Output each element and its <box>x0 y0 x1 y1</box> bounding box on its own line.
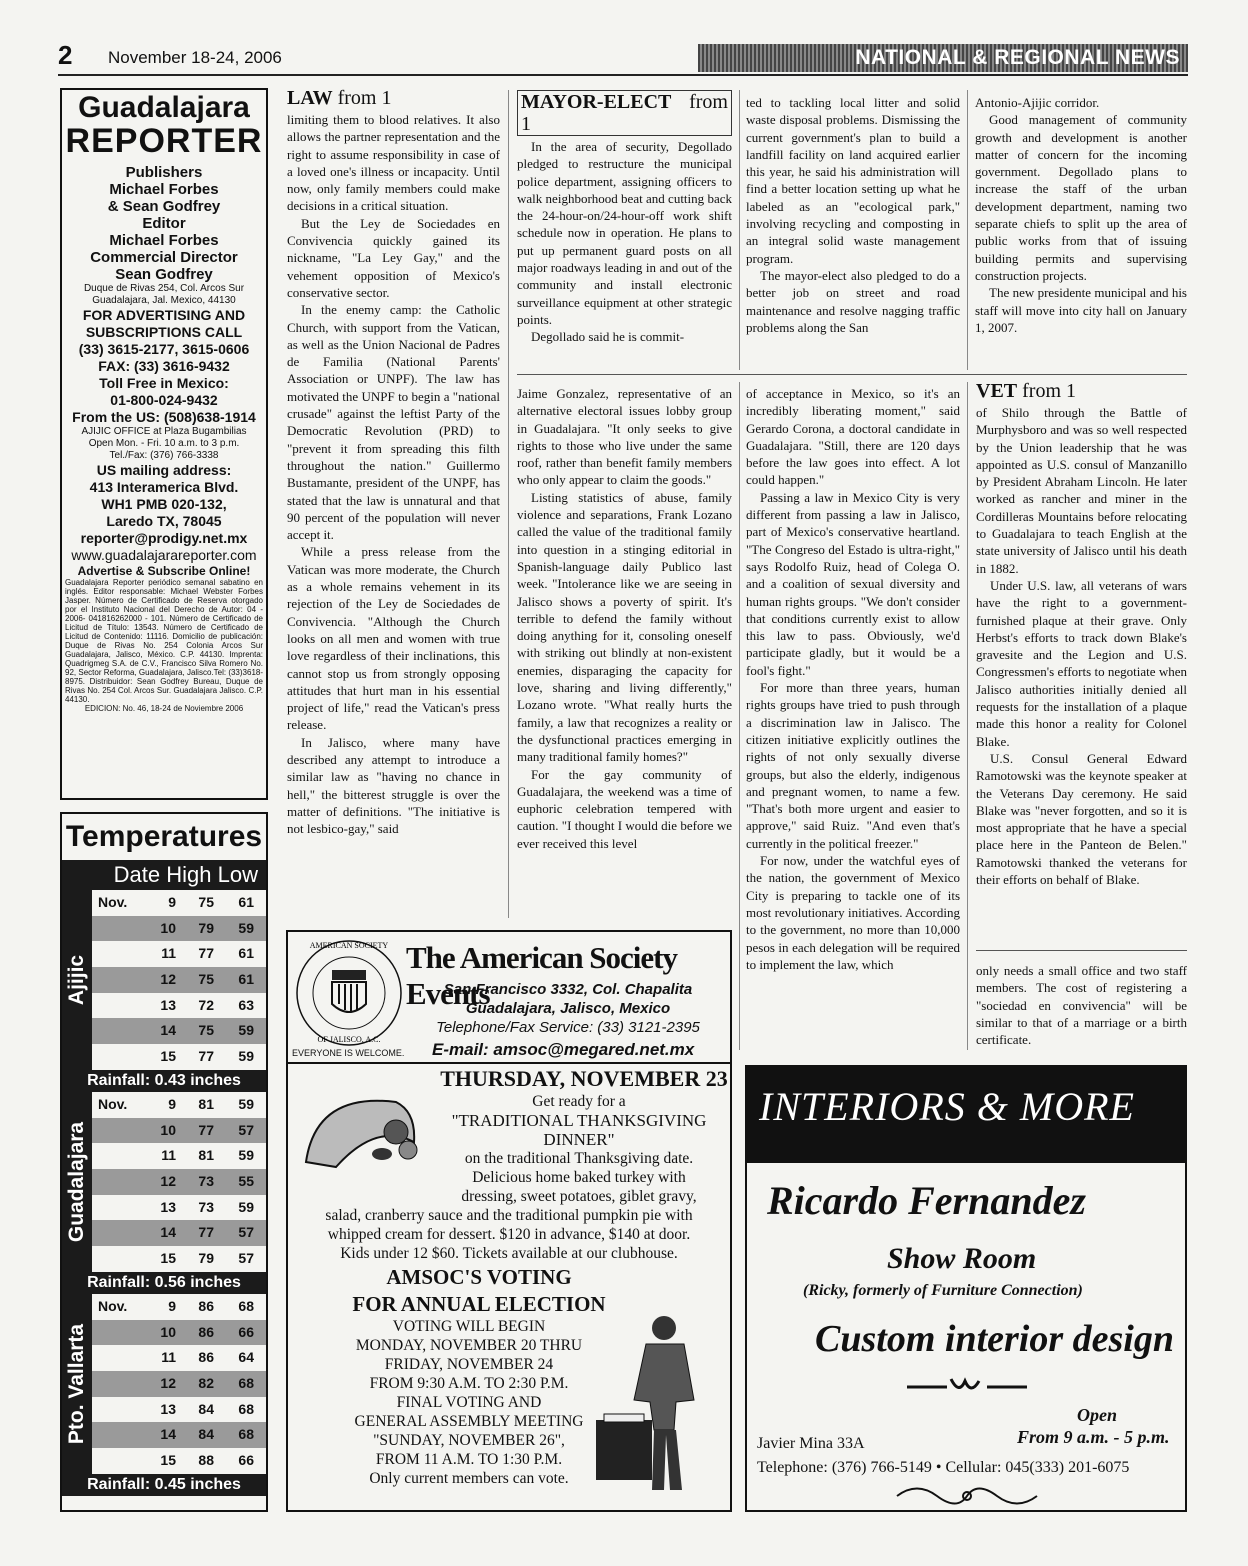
paragraph: In the enemy camp: the Catholic Church, with support from the Vatican, as well as the Union Nacional de Padres de Familia (National Parents' Association or UNPF). The law has motivated the UNPF to begin a "national crusade" against the leftist Party of the Democratic Revolution (PRD) to "prevent it from spreading this filth throughout the nation." Guillermo Bustamante, president of the UNPF, has stated that the law is unnatural and that 90 percent of the population will never accept it. <box>287 302 500 543</box>
svg-text:AMERICAN SOCIETY: AMERICAN SOCIETY <box>309 941 389 950</box>
city-name: Ajijic <box>62 890 92 1070</box>
law-article-col1 <box>287 87 500 837</box>
mayor-article-col3 <box>975 94 1187 336</box>
paragraph: In the area of security, Degollado pledged to restructure the municipal police department, assigning officers to walk neighborhood beat and cutting back the 24-hour-on/24-hour-off work shift schedule now in operation. He plans to put up permanent guard posts on all major roadways leading in and out of the community and install electronic surveillance equipment at other strategic points. <box>517 139 732 327</box>
mayor-article-col2 <box>746 94 960 336</box>
temperature-row <box>92 1092 266 1118</box>
masthead-box <box>60 88 268 800</box>
paragraph: only needs a small office and two staff members. The cost of registering a "sociedad en convivencia" will be similar to that of a marriage or a birth certificate. <box>976 963 1187 1048</box>
temperature-cell: 68 <box>238 1298 254 1314</box>
temperature-row <box>92 967 266 993</box>
paragraph: Good management of community growth and development is another matter of concern for the incoming government. Degollado plans to increase the staff of the urban development department, naming two separate chiefs to split up the area of public works from that of issuing building permits and supervising construction projects. <box>975 112 1187 283</box>
temperature-cell: Nov. <box>98 1096 128 1112</box>
paragraph: But the Ley de Sociedades en Convivencia quickly gained its nickname, "La Ley Gay," and the vehement opposition of Mexico's conservative sector. <box>287 215 500 300</box>
temperature-cell: 75 <box>198 971 214 988</box>
temperature-cell: 73 <box>198 1198 214 1215</box>
temperature-cell: Nov. <box>98 894 128 910</box>
temperature-cell: 75 <box>198 894 214 910</box>
voter-figure-icon <box>594 1310 724 1500</box>
website: www.guadalajarareporter.com <box>71 547 257 563</box>
temperature-cell: 59 <box>238 1048 254 1065</box>
temperature-row <box>92 1294 266 1320</box>
temperature-cell: 55 <box>238 1173 254 1190</box>
rainfall-total: Rainfall: 0.45 inches <box>62 1474 266 1496</box>
temperature-cell: 14 <box>160 1022 176 1039</box>
temperature-cell: 68 <box>238 1375 254 1392</box>
temperature-cell: 86 <box>198 1323 214 1340</box>
column-rule <box>967 90 968 370</box>
temperature-row <box>92 1448 266 1474</box>
temperature-cell: 75 <box>198 1022 214 1039</box>
mailing-label: US mailing address: <box>96 462 232 478</box>
temperature-cell: 68 <box>238 1400 254 1417</box>
temperature-cell: 10 <box>160 1121 176 1138</box>
staff-line: Publishers <box>125 164 203 181</box>
temperature-cell: 84 <box>198 1400 214 1417</box>
temperature-cell: 79 <box>198 919 214 936</box>
rainfall-total: Rainfall: 0.43 inches <box>62 1070 266 1092</box>
temperature-cell: 73 <box>198 1173 214 1190</box>
address-line: Guadalajara, Jal. Mexico, 44130 <box>92 295 236 306</box>
paragraph: For now, under the watchful eyes of the nation, the government of Mexico City is preparing to tackle one of its most revolutionary initiatives. According to the government, no more than 10,000 pesos in each delegation will be required to implement the law, which <box>746 853 960 972</box>
section-banner: NATIONAL & REGIONAL NEWS <box>698 44 1188 72</box>
advertising-line: SUBSCRIPTIONS CALL <box>85 324 243 340</box>
law-jump-head: LAW from 1 <box>287 87 392 109</box>
custom-design: Custom interior design <box>815 1318 1174 1360</box>
paragraph: of Shilo through the Battle of Murphysboro and was so well respected by the Union leadership that he was appointed as U.S. consul of Manzanillo by President Abraham Lincoln. He later worked as rancher and miner in the Cordilleras Mountains before relocating to Guadalajara to teach English at the state university of Jalisco until his death in 1882. <box>976 405 1187 576</box>
temperature-row <box>92 1044 266 1070</box>
temperature-cell: 9 <box>168 1096 176 1112</box>
ad-divider <box>288 1062 730 1064</box>
city-name: Pto. Vallarta <box>62 1294 92 1474</box>
temperature-cell: 66 <box>238 1452 254 1469</box>
ornament-icon <box>887 1485 1047 1507</box>
temperature-row <box>92 1371 266 1397</box>
temperature-cell: 77 <box>198 1121 214 1138</box>
temperature-row <box>92 993 266 1019</box>
temperature-cell: 84 <box>198 1426 214 1443</box>
temperature-cell: 77 <box>198 1224 214 1241</box>
temperature-cell: 86 <box>198 1298 214 1314</box>
temperature-cell: 14 <box>160 1426 176 1443</box>
open-hours: From 9 a.m. - 5 p.m. <box>1017 1427 1170 1447</box>
temperature-row <box>92 1118 266 1144</box>
legal-notice: Guadalajara Reporter periódico semanal sabatino en inglés. Editor responsable: Michael Webster Forbes Jasper. Número de Certificado de Reserva otorgado por el Instituto Nacional del Derecho de Autor: 04 - 2006- 041816262000 - 101. Número de Certificado de Licitud de Título: 13543. Número de Certificado de Licitud de Contenido: 11116. Domicilio de publicación: Duque de Rivas No. 254 Colonia Arcos Sur Guadalajara, Jalisco, México. C.P. 44130. Imprenta: Quadrigmeg S.A. de C.V., Francisco Silva Romero No. 92, Sector Reforma, Guadalajara, Jalisco.Tel: (33)3618-8975. Distribuidor: Sean Godfrey Bureau, Duque de Rivas No. 254 Col. Arcos Sur. Guadalajara Jalisco. C.P. 44130. <box>65 578 263 704</box>
temperature-cell: 59 <box>238 919 254 936</box>
mailing-line: WH1 PMB 020-132, <box>101 496 227 512</box>
paragraph: The mayor-elect also pledged to do a better job on street and road maintenance and resolve nagging traffic problems along the San <box>746 267 960 335</box>
temperature-cell: 10 <box>160 1323 176 1340</box>
office-hours: Open Mon. - Fri. 10 a.m. to 3 p.m. <box>88 438 240 449</box>
ajijic-office: AJIJIC OFFICE at Plaza Bugambilias <box>81 426 247 437</box>
city-block <box>62 1294 266 1496</box>
paragraph: In Jalisco, where many have described any attempt to introduce a similar law as "having no chance in hell," the bitterest struggle is over the matter of definitions. "The initiative is not lesbico-gay," said <box>287 734 500 837</box>
temperature-cell: 88 <box>198 1452 214 1469</box>
temperature-row <box>92 941 266 967</box>
temperature-cell: 86 <box>198 1349 214 1366</box>
temperature-cell: 59 <box>238 1198 254 1215</box>
office-telfax: Tel./Fax: (376) 766-3338 <box>109 450 219 461</box>
mayor-jump-head: MAYOR-ELECT from 1 <box>517 90 732 136</box>
temperature-cell: 57 <box>238 1121 254 1138</box>
tollfree-number: 01-800-024-9432 <box>110 392 218 408</box>
temperature-cell: 12 <box>160 1375 176 1392</box>
page-number: 2 <box>58 40 73 70</box>
paragraph: Listing statistics of abuse, family violence and separations, Frank Lozano called the value of the traditional family into question in a stinging editorial in Spanish-language daily Publico last week. "Intolerance like we are seeing in Jalisco shows a poverty of spirit. It's terrible to defend the family without doing anything for it, consoling oneself with striking out blindly at non-existent enemies, disparaging the capacity for love, sharing and living differently," Lozano wrote. "What really hurts the family, a law that recognizes a reality or the dysfunctional practices emerging in many traditional family homes?" <box>517 489 732 765</box>
column-rule <box>739 90 740 370</box>
open-label: Open <box>1077 1405 1117 1425</box>
interiors-banner: INTERIORS & MORE <box>747 1067 1185 1163</box>
owner-name: Ricardo Fernandez <box>767 1178 1086 1223</box>
column-rule <box>967 382 968 1050</box>
ricky-note: (Ricky, formerly of Furniture Connection) <box>803 1282 1083 1299</box>
temperature-cell: 15 <box>160 1452 176 1469</box>
temperatures-header <box>62 860 266 890</box>
temperature-cell: 57 <box>238 1224 254 1241</box>
issue-date: November 18-24, 2006 <box>108 48 282 67</box>
showroom-title: Show Room <box>887 1242 1037 1275</box>
temperature-cell: 11 <box>161 1147 176 1164</box>
tollfree-label: Toll Free in Mexico: <box>99 375 229 391</box>
vet-jump-head: VET from 1 <box>976 380 1077 402</box>
temperature-cell: 72 <box>198 996 214 1013</box>
ad-address: San Francisco 3332, Col. Chapalita Guadalajara, Jalisco, Mexico <box>443 981 693 1017</box>
paragraph: limiting them to blood relatives. It also allows the partner representation and the right to assume responsibility in case of a loved one's illness or incapacity. Until now, only family members could make decisions in a critical situation. <box>287 112 500 214</box>
temperature-cell: 9 <box>168 894 176 910</box>
temperature-cell: 57 <box>238 1250 254 1267</box>
advertising-line: FOR ADVERTISING AND <box>82 307 246 323</box>
city-block <box>62 1092 266 1294</box>
city-block <box>62 890 266 1092</box>
temperature-cell: 59 <box>238 1147 254 1164</box>
email: reporter@prodigy.net.mx <box>80 530 248 546</box>
temperature-cell: 79 <box>198 1250 214 1267</box>
ad-telephone: Telephone/Fax Service: (33) 3121-2395 <box>436 1019 700 1036</box>
temperature-cell: 13 <box>160 1198 176 1215</box>
col-low: Low <box>217 862 258 887</box>
temperature-cell: 12 <box>160 971 176 988</box>
subscribe-online: Advertise & Subscribe Online! <box>77 564 251 578</box>
temperature-row <box>92 1018 266 1044</box>
temperature-cell: 66 <box>238 1323 254 1340</box>
staff-line: Commercial Director <box>90 249 238 266</box>
temperature-cell: 59 <box>238 1096 254 1112</box>
american-society-ad <box>286 930 732 1512</box>
mayor-bottom-rule <box>517 374 1187 375</box>
temperature-row <box>92 1320 266 1346</box>
header-rule <box>58 74 1188 76</box>
flourish-icon <box>907 1373 1027 1397</box>
paragraph: Under U.S. law, all veterans of wars have the right to a government-furnished plaque at their grave. Only Herbst's efforts to track down Blake's gravesite and the Legion and U.S. Congressmen's efforts to negotiate when Jalisco authorities initially denied all requests for the installation of a plaque made this honor a reality for Colonel Blake. <box>976 577 1187 749</box>
temperature-row <box>92 1143 266 1169</box>
temperature-row <box>92 1422 266 1448</box>
ad-body: THURSDAY, NOVEMBER 23 Get ready for a "TRADITIONAL THANKSGIVING DINNER" on the traditional Thanksgiving date. Delicious home baked turkey with dressing, sweet potatoes, giblet gravy, salad, cranberry sauce and the traditional pumpkin pie with whipped cream for dessert. $120 in advance, $140 at door. Kids under 12 $60. Tickets available at our clubhouse. AMSOC'S VOTING FOR ANNUAL ELECTION VOTING WILL BEGIN MONDAY, NOVEMBER 20 THRU FRIDAY, NOVEMBER 24 FROM 9:30 A.M. TO 2:30 P.M. FINAL VOTING AND GENERAL ASSEMBLY MEETING "SUNDAY, NOVEMBER 26", FROM 11 A.M. TO 1:30 P.M. Only current members can vote. <box>325 1066 728 1487</box>
us-phone: From the US: (508)638-1914 <box>72 409 256 425</box>
temperature-row <box>92 1345 266 1371</box>
temperature-row <box>92 1169 266 1195</box>
temperature-cell: 81 <box>198 1096 214 1112</box>
temperature-row <box>92 1195 266 1221</box>
temperature-cell: 68 <box>238 1426 254 1443</box>
masthead-name-2: REPORTER <box>65 122 263 160</box>
staff-line: & Sean Godfrey <box>107 198 221 215</box>
temperature-cell: 14 <box>160 1224 176 1241</box>
interiors-more-ad <box>745 1065 1187 1512</box>
paragraph: While a press release from the Vatican was more moderate, the Church as a whole remains vehement in its rejection of the Ley de Sociedades de Convivencia. "Although the Church looks on all men and women with true love regardless of their inclinations, this cannot stop us from strongly opposing attitudes that hurt man in his essential project of life," read the Vatican's press release. <box>287 544 500 733</box>
staff-line: Editor <box>142 215 186 232</box>
col-high: High <box>166 862 212 887</box>
temperature-cell: 9 <box>168 1298 176 1314</box>
paragraph: Passing a law in Mexico City is very different from passing a law in Jalisco, part of Mexico's conservative heartland. "The Congreso del Estado is ultra-right," says Rodolfo Ruiz, head of Colega O. and a coalition of sexual diversity and human rights groups. "We don't consider that conditions currently exist to allow this law to pass. Obviously, we'd participate gladly, but it would be a fool's fight." <box>746 489 960 678</box>
edition-line: EDICION: No. 46, 18-24 de Noviembre 2006 <box>84 704 244 713</box>
paragraph: For more than three years, human rights groups have tried to push through a discrimination law in Jalisco. The citizen initiative explicitly outlines the rights of not only sexually diverse groups, but also the elderly, indigenous and pregnant women, to name a few. "That's both more urgent and easier to approve," said Ruiz. "And even that's currently in the political freezer." <box>746 680 960 851</box>
temperature-cell: 81 <box>198 1147 214 1164</box>
rainfall-total: Rainfall: 0.56 inches <box>62 1272 266 1294</box>
ad-email: E-mail: amsoc@megared.net.mx <box>432 1040 695 1059</box>
vet-bottom-rule <box>976 950 1187 951</box>
temperature-cell: 11 <box>161 945 176 962</box>
temperature-cell: 15 <box>160 1048 176 1065</box>
mailing-line: Laredo TX, 78045 <box>106 513 222 529</box>
temperature-cell: 77 <box>198 1048 214 1065</box>
staff-line: Michael Forbes <box>109 181 219 198</box>
ad-title: The American Society Events <box>406 940 678 1011</box>
society-seal-icon <box>294 938 404 1048</box>
masthead-name-1: Guadalajara <box>78 91 250 124</box>
temperature-cell: 61 <box>238 894 254 910</box>
fax-line: FAX: (33) 3616-9432 <box>98 358 230 374</box>
paragraph: Jaime Gonzalez, representative of an alternative electoral issues lobby group in Guadalajara. "It only seeks to give rights to those who live under the same roof, rather than benefit family members who only appear to claim the goods." <box>517 386 732 488</box>
paragraph: For the gay community of Guadalajara, the weekend was a time of euphoric celebration tempered with caution. "I thought I would die before we ever received this level <box>517 766 732 851</box>
temperature-row <box>92 890 266 916</box>
column-rule <box>739 382 740 1050</box>
mailing-line: 413 Interamerica Blvd. <box>89 479 239 495</box>
temperature-cell: 10 <box>160 919 176 936</box>
paragraph: of acceptance in Mexico, so it's an incredibly liberating moment," said Gerardo Corona, a doctoral candidate in Guadalajara. "Still, there are 120 days before the law goes into effect. A lot could happen." <box>746 386 960 488</box>
temperature-cell: 13 <box>160 996 176 1013</box>
temperature-cell: 61 <box>238 971 254 988</box>
ad-welcome: EVERYONE IS WELCOME. <box>292 1048 405 1058</box>
phone-line: (33) 3615-2177, 3615-0606 <box>78 341 250 357</box>
temperature-cell: 64 <box>238 1349 254 1366</box>
temperature-cell: 63 <box>238 996 254 1013</box>
temperature-cell: 15 <box>160 1250 176 1267</box>
temperature-cell: 82 <box>198 1375 214 1392</box>
mayor-article-col1 <box>517 90 732 346</box>
column-rule <box>508 90 509 918</box>
law-article-col2 <box>517 385 732 852</box>
paragraph: U.S. Consul General Edward Ramotowski was the keynote speaker at the Veterans Day ceremony. He said Blake was "never forgotten, and so it is most appropriate that he have a special place here in the Panteon de Belen." Ramotowski thanked the veterans for their efforts on behalf of Blake. <box>976 750 1187 888</box>
col-date: Date <box>113 862 161 887</box>
vet-article <box>976 380 1187 888</box>
temperatures-title: Temperatures <box>65 820 263 853</box>
temperature-row <box>92 1220 266 1246</box>
law-article-col4 <box>976 962 1187 1048</box>
staff-line: Sean Godfrey <box>115 266 213 283</box>
ad-phones: Telephone: (376) 766-5149 • Cellular: 045(333) 201-6075 <box>757 1459 1130 1476</box>
temperature-cell: 12 <box>160 1173 176 1190</box>
temperature-cell: 61 <box>238 945 254 962</box>
temperature-cell: 77 <box>198 945 214 962</box>
paragraph: Degollado said he is commit- <box>531 329 685 345</box>
staff-line: Michael Forbes <box>109 232 219 249</box>
paragraph: ted to tackling local litter and solid waste disposal problems. Dismissing the current government's plan to build a landfill facility on land acquired earlier this year, he said his administration will find a better location setting up what he labeled as an "ecological park," involving recycling and composting in an integral solid waste management program. <box>746 95 960 266</box>
temperature-row <box>92 916 266 942</box>
city-name: Guadalajara <box>62 1092 92 1272</box>
temperature-cell: 59 <box>238 1022 254 1039</box>
temperatures-box <box>60 812 268 1512</box>
law-article-col3 <box>746 385 960 973</box>
temperature-cell: 13 <box>160 1400 176 1417</box>
temperature-cell: Nov. <box>98 1298 128 1314</box>
temperature-cell: 11 <box>161 1349 176 1366</box>
temperature-row <box>92 1246 266 1272</box>
address-line: Duque de Rivas 254, Col. Arcos Sur <box>83 283 245 294</box>
temperature-row <box>92 1397 266 1423</box>
paragraph: Antonio-Ajijic corridor. <box>975 95 1100 110</box>
paragraph: The new presidente municipal and his staff will move into city hall on January 1, 2007. <box>975 285 1187 335</box>
ad-address: Javier Mina 33A <box>757 1435 865 1452</box>
svg-text:OF JALISCO, A.C.: OF JALISCO, A.C. <box>317 1035 381 1044</box>
